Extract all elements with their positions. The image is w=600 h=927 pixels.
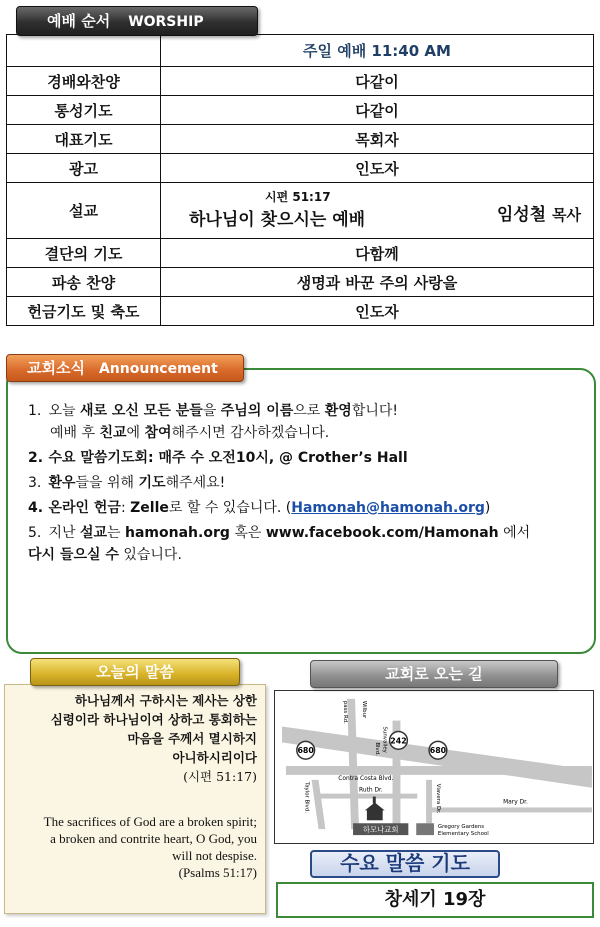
row-value: 목회자: [161, 125, 594, 154]
label-sunvalley: Sunvalley: [381, 726, 388, 753]
list-item: [28, 400, 568, 444]
item-number: 3.: [28, 475, 42, 491]
item-continuation: [28, 422, 568, 444]
row-label: 헌금기도 및 축도: [7, 297, 161, 326]
sermon-speaker: [497, 200, 581, 225]
email-link[interactable]: Hamonah@hamonah.org: [291, 500, 485, 516]
item-bold: 기도: [138, 475, 166, 491]
item-text: 해주세요!: [165, 475, 226, 491]
label-wilbur: Wilbur: [360, 700, 367, 719]
item-number: 1.: [28, 403, 42, 419]
map-svg: [275, 691, 593, 843]
table-row: [7, 239, 594, 268]
label-sunvalley-blvd: Blvd.: [373, 742, 380, 756]
item-bold: hamonah.org: [125, 525, 230, 541]
row-label: 경배와찬양: [7, 67, 161, 96]
worship-header-row: [7, 35, 594, 67]
worship-tab-en: WORSHIP: [128, 14, 204, 30]
item-number: 5.: [28, 525, 42, 541]
directions-map: [274, 690, 594, 844]
verse-line: 마음을 주께서 멸시하지: [127, 731, 257, 746]
item-text: 는: [107, 525, 125, 541]
item-text: 예배 후: [50, 425, 100, 441]
announcement-tab-en: Announcement: [98, 361, 218, 377]
label-pass-rd: pass Rd.: [342, 700, 349, 724]
list-item: [28, 447, 568, 469]
sermon-title: 하나님이 찾으시는 예배: [189, 210, 366, 230]
road-mary: [426, 807, 592, 812]
road-contra-costa: [286, 766, 592, 775]
wednesday-passage: 창세기 19장: [276, 882, 594, 918]
item-text: 해주시면 감사하겠습니다.: [171, 425, 330, 441]
verse-reference: (시편 51:17): [183, 769, 257, 784]
label-contra-costa: Contra Costa Blvd.: [338, 775, 394, 782]
item-bold: 환우: [48, 475, 76, 491]
table-row: [7, 297, 594, 326]
school-label-1: Gregory Gardens: [437, 824, 485, 831]
item-continuation: [28, 544, 568, 566]
verse-line: The sacrifices of God are a broken spirit;: [43, 814, 257, 829]
row-value: 인도자: [161, 297, 594, 326]
shield-680-left-label: 680: [297, 746, 314, 756]
road-taylor: [312, 780, 326, 829]
item-text: 합니다!: [351, 403, 399, 419]
item-number: 4.: [28, 500, 44, 516]
row-label: 파송 찬양: [7, 268, 161, 297]
row-label: 광고: [7, 154, 161, 183]
row-value: 생명과 바꾼 주의 사랑을: [161, 268, 594, 297]
item-text: 으로: [293, 403, 325, 419]
row-label: 대표기도: [7, 125, 161, 154]
road-ruth: [319, 794, 418, 799]
row-label: 결단의 기도: [7, 239, 161, 268]
item-bold: 주님의 이름: [220, 403, 294, 419]
verse-line: 하나님께서 구하시는 제사는 상한: [74, 693, 257, 708]
school-icon: [416, 823, 434, 835]
verse-english: [7, 813, 257, 881]
announcement-list: [28, 400, 568, 569]
item-text: 오늘: [48, 403, 80, 419]
table-row: [7, 154, 594, 183]
item-text: 들을 위해: [75, 475, 139, 491]
directions-tab: 교회로 오는 길: [310, 660, 558, 688]
item-number: 2.: [28, 450, 44, 466]
item-bold: 온라인 헌금: [48, 500, 121, 516]
todays-word-box: [4, 684, 266, 914]
item-bold: 수요 말씀기도회: 매주 수 오전10시, @ Crother’s Hall: [48, 450, 408, 466]
road-viavera: [426, 780, 432, 823]
item-text: 에서: [498, 525, 531, 541]
table-row: [7, 96, 594, 125]
announcement-tab: [6, 354, 244, 382]
service-time: 주일 예배 11:40 AM: [161, 35, 594, 67]
shield-680-right-label: 680: [429, 746, 447, 756]
item-text: 로 할 수 있습니다. (: [168, 500, 292, 516]
header-blank-cell: [7, 35, 161, 67]
church-icon: [365, 797, 385, 821]
row-value: 다같이: [161, 67, 594, 96]
item-bold: Zelle: [130, 500, 169, 516]
item-bold: 환영: [324, 403, 352, 419]
label-ruth: Ruth Dr.: [358, 787, 383, 794]
church-label: 하모나교회: [362, 825, 399, 835]
item-bold: 다시 들으실 수: [28, 547, 119, 563]
list-item: [28, 497, 568, 519]
item-bold: 새로 오신 모든 분들: [79, 403, 203, 419]
verse-korean: [7, 691, 257, 786]
table-row: [7, 268, 594, 297]
row-label: 통성기도: [7, 96, 161, 125]
school-label-2: Elementary School: [437, 831, 489, 838]
sermon-cell: [161, 183, 594, 239]
item-bold: 친교: [99, 425, 127, 441]
row-value: 인도자: [161, 154, 594, 183]
item-text: 혹은: [229, 525, 266, 541]
worship-tab: [16, 6, 258, 36]
label-viavera: Viavera Dr.: [434, 783, 441, 814]
verse-line: a broken and contrite heart, O God, you: [50, 831, 257, 846]
sermon-label: 설교: [7, 183, 161, 239]
verse-line: will not despise.: [172, 848, 257, 863]
item-bold: www.facebook.com/Hamonah: [265, 525, 499, 541]
item-text: ): [484, 500, 491, 516]
item-text: 을: [202, 403, 221, 419]
sermon-reference: 시편 51:17: [265, 190, 331, 204]
item-text: :: [120, 500, 131, 516]
worship-tab-ko: 예배 순서: [47, 12, 111, 30]
item-text: 에: [126, 425, 145, 441]
verse-reference: (Psalms 51:17): [178, 865, 257, 880]
row-value: 다같이: [161, 96, 594, 125]
item-text: 지난: [48, 525, 80, 541]
sermon-row: [7, 183, 594, 239]
shield-242-label: 242: [390, 736, 407, 746]
worship-order-table: [6, 34, 594, 326]
row-value: 다함께: [161, 239, 594, 268]
wednesday-prayer-title: 수요 말씀 기도: [310, 850, 500, 878]
table-row: [7, 125, 594, 154]
verse-line: 아니하시리이다: [172, 750, 257, 765]
item-bold: 참여: [144, 425, 172, 441]
item-bold: 설교: [79, 525, 108, 541]
label-taylor: Taylor Blvd.: [303, 781, 310, 814]
announcement-tab-ko: 교회소식: [27, 359, 85, 377]
list-item: [28, 522, 568, 566]
speaker-role: 목사: [552, 206, 581, 224]
table-row: [7, 67, 594, 96]
verse-line: 심령이라 하나님이여 상하고 통회하는: [50, 712, 257, 727]
item-text: 있습니다.: [118, 547, 182, 563]
speaker-name: 임성철: [496, 205, 547, 225]
label-mary: Mary Dr.: [503, 799, 528, 806]
list-item: [28, 472, 568, 494]
todays-word-tab: 오늘의 말씀: [30, 658, 240, 686]
